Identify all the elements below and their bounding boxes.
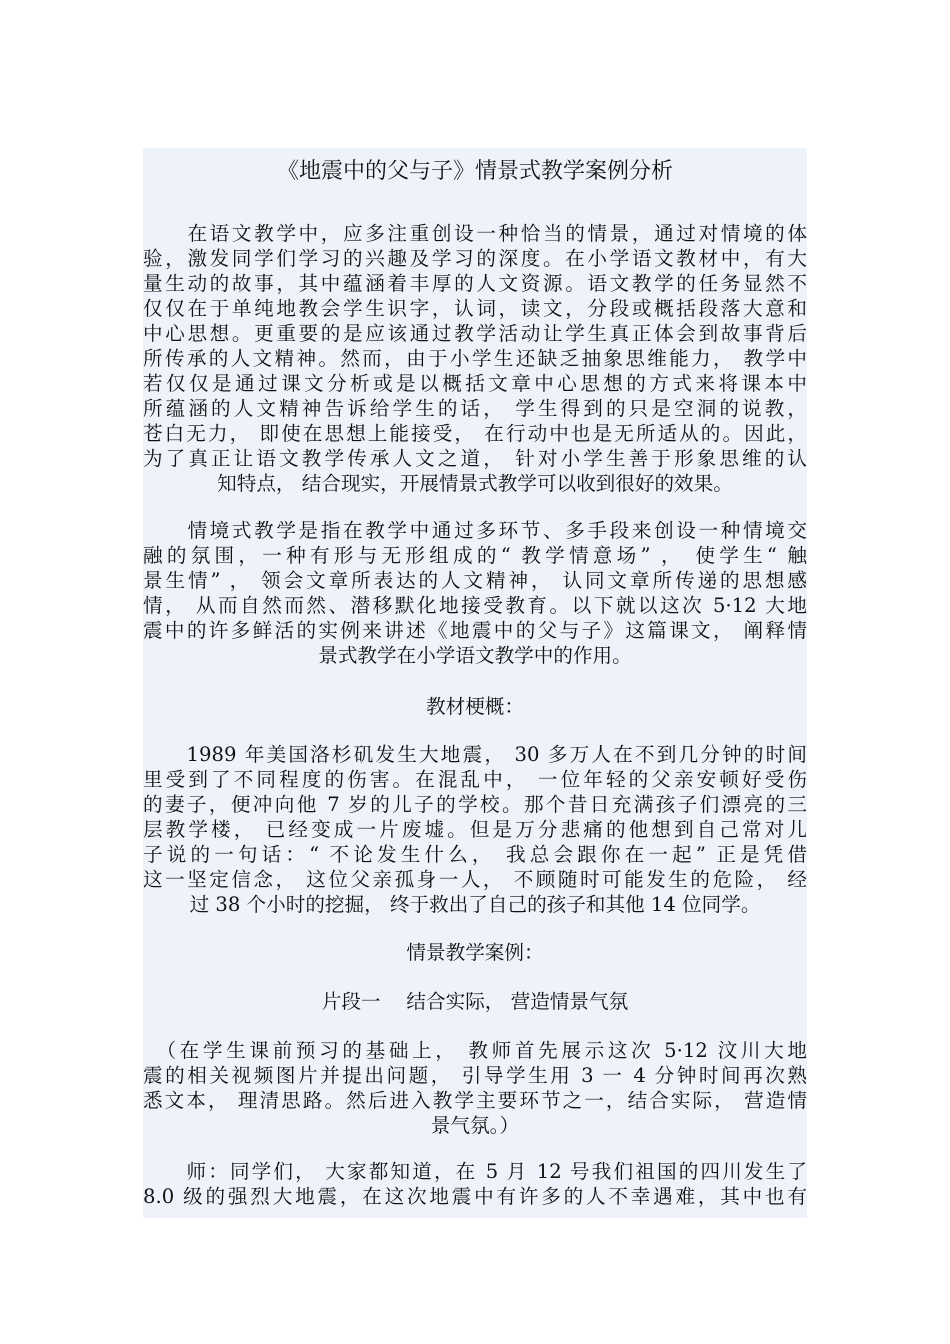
- segment-note-paragraph: [143, 1038, 807, 1138]
- text-line: 8.0 级的强烈大地震，在这次地震中有许多的人不幸遇难，其中也有: [143, 1185, 807, 1208]
- segment-heading: 片段一 结合实际， 营造情景气氛: [321, 990, 629, 1013]
- text-line: 所蕴涵的人文精神告诉给学生的话， 学生得到的只是空洞的说教，: [143, 397, 807, 420]
- definition-paragraph: [143, 518, 807, 668]
- text-line: 情， 从而自然而然、潜移默化地接受教育。以下就以这次 5·12 大地: [143, 594, 807, 617]
- text-line: 景气氛。）: [430, 1114, 520, 1137]
- text-line: 里受到了不同程度的伤害。在混乱中， 一位年轻的父亲安顿好受伤: [143, 768, 807, 791]
- text-line: 震的相关视频图片并提出问题， 引导学生用 3 一 4 分钟时间再次熟: [143, 1064, 807, 1087]
- document-title: 《地震中的父与子》情景式教学案例分析: [276, 159, 673, 184]
- text-line: 所传承的人文精神。然而，由于小学生还缺乏抽象思维能力， 教学中: [143, 347, 807, 370]
- text-line: 验，激发同学们学习的兴趣及学习的深度。在小学语文教材中，有大: [143, 247, 807, 270]
- text-line: 景式教学在小学语文教学中的作用。: [318, 644, 632, 667]
- text-line: 为了真正让语文教学传承人文之道， 针对小学生善于形象思维的认: [143, 447, 807, 470]
- summary-paragraph: [143, 742, 807, 917]
- text-line: 知特点， 结合现实，开展情景式教学可以收到很好的效果。: [217, 472, 733, 495]
- text-line: 若仅仅是通过课文分析或是以概括文章中心思想的方式来将课本中: [143, 372, 807, 395]
- text-line: （在学生课前预习的基础上， 教师首先展示这次 5·12 汶川大地: [143, 1039, 807, 1062]
- text-line: 景生情” ， 领会文章所表达的人文精神， 认同文章所传递的思想感: [143, 569, 807, 592]
- text-line: 量生动的故事，其中蕴涵着丰厚的人文资源。语文教学的任务显然不: [143, 272, 807, 295]
- text-line: 融的氛围，一种有形与无形组成的“ 教学情意场” ， 使学生“ 触: [143, 544, 807, 567]
- text-line: 悉文本， 理清思路。然后进入教学主要环节之一，结合实际， 营造情: [143, 1089, 807, 1112]
- text-line: 过 38 个小时的挖掘， 终于救出了自己的孩子和其他 14 位同学。: [189, 893, 761, 916]
- text-line: 子说的一句话：“ 不论发生什么， 我总会跟你在一起” 正是凭借: [143, 843, 807, 866]
- text-line: 震中的许多鲜活的实例来讲述《地震中的父与子》这篇课文， 阐释情: [143, 619, 807, 642]
- text-line: 仅仅在于单纯地教会学生识字，认词，读文，分段或概括段落大意和: [143, 297, 807, 320]
- intro-paragraph: [143, 221, 807, 496]
- text-line: 中心思想。更重要的是应该通过教学活动让学生真正体会到故事背后: [143, 322, 807, 345]
- text-line: 情境式教学是指在教学中通过多环节、多手段来创设一种情境交: [143, 519, 807, 542]
- text-line: 在语文教学中，应多注重创设一种恰当的情景，通过对情境的体: [143, 222, 807, 245]
- text-line: 的妻子，便冲向他 7 岁的儿子的学校。那个昔日充满孩子们漂亮的三: [143, 793, 807, 816]
- text-line: 这一坚定信念， 这位父亲孤身一人， 不顾随时可能发生的危险， 经: [143, 868, 807, 891]
- text-line: 苍白无力， 即使在思想上能接受， 在行动中也是无所适从的。因此，: [143, 422, 807, 445]
- text-line: 1989 年美国洛杉矶发生大地震， 30 多万人在不到几分钟的时间: [143, 743, 807, 766]
- document-page: [143, 148, 807, 1218]
- teacher-paragraph: [143, 1159, 807, 1209]
- summary-heading: 教材梗概：: [426, 695, 524, 718]
- case-heading: 情景教学案例：: [406, 941, 544, 964]
- text-line: 层教学楼， 已经变成一片废墟。但是万分悲痛的他想到自己常对儿: [143, 818, 807, 841]
- text-line: 师：同学们， 大家都知道，在 5 月 12 号我们祖国的四川发生了: [143, 1160, 807, 1183]
